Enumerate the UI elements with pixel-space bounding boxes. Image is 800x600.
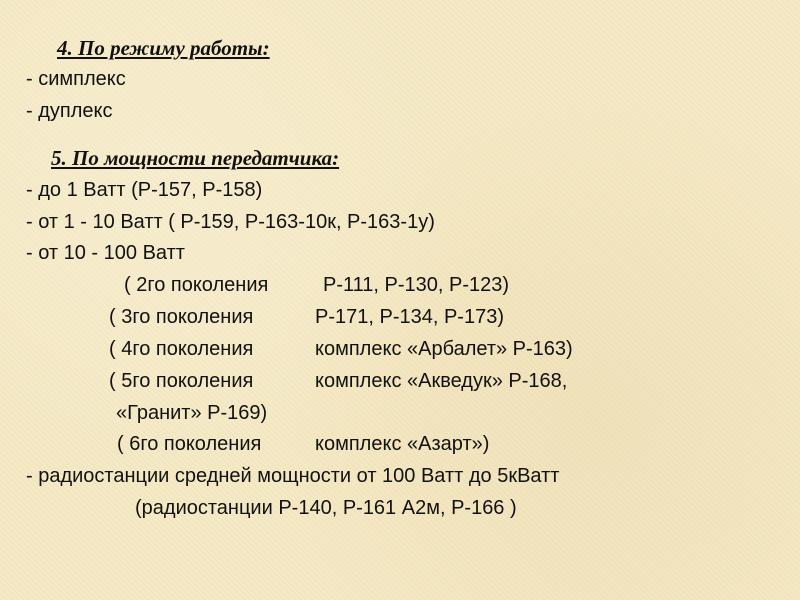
generation-continuation: «Гранит» Р-169) (116, 402, 268, 424)
generation-label: ( 6го поколения (117, 433, 262, 455)
generation-label: ( 2го поколения (124, 274, 269, 296)
list-item: - от 1 - 10 Ватт ( Р-159, Р-163-10к, Р-163-1у) (26, 211, 435, 233)
generation-label: ( 3го поколения (109, 306, 254, 328)
list-item: - радиостанции средней мощности от 100 Ватт до 5кВатт (26, 465, 560, 487)
list-item: - до 1 Ватт (Р-157, Р-158) (26, 179, 263, 201)
list-item: - дуплекс (26, 100, 113, 122)
generation-value: Р-171, Р-134, Р-173) (315, 306, 504, 328)
section-4-heading: 4. По режиму работы: (57, 36, 270, 60)
generation-label: ( 4го поколения (109, 338, 254, 360)
generation-value: комплекс «Акведук» Р-168, (315, 370, 568, 392)
generation-value: Р-111, Р-130, Р-123) (323, 274, 510, 296)
section-5-heading: 5. По мощности передатчика: (51, 146, 340, 170)
generation-value: комплекс «Арбалет» Р-163) (315, 338, 573, 360)
list-item: - симплекс (26, 68, 126, 90)
generation-label: ( 5го поколения (109, 370, 254, 392)
list-item-note: (радиостанции Р-140, Р-161 А2м, Р-166 ) (135, 497, 517, 519)
list-item: - от 10 - 100 Ватт (26, 242, 185, 264)
generation-value: комплекс «Азарт») (315, 433, 490, 455)
